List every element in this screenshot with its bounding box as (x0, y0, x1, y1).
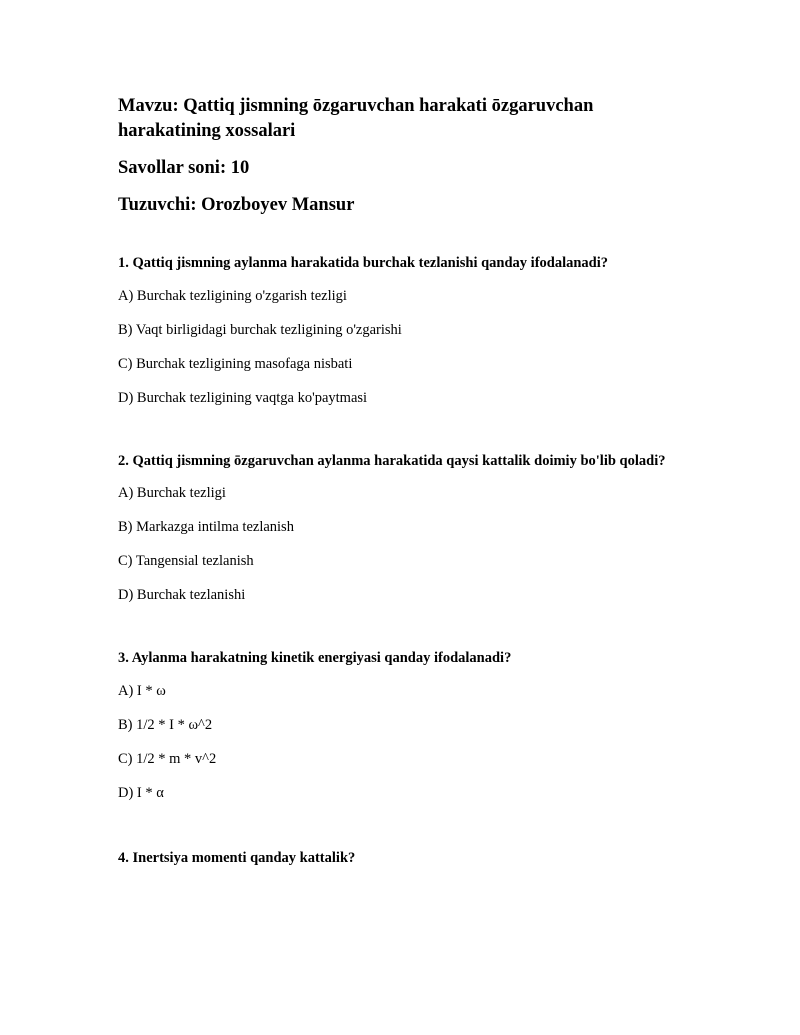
question-2-option-a: A) Burchak tezligi (118, 485, 226, 501)
question-3-option-b: B) 1/2 * I * ω^2 (118, 717, 213, 733)
question-3-option-d: D) I * α (118, 785, 164, 801)
question-2-option-b: B) Markazga intilma tezlanish (118, 519, 294, 535)
question-count: Savollar soni: 10 (118, 158, 250, 178)
question-3: 3. Aylanma harakatning kinetik energiyasi qanday ifodalanadi? (118, 650, 512, 666)
document-title: Mavzu: Qattiq jismning ōzgaruvchan harakati ōzgaruvchan harakatining xossalari (118, 96, 594, 141)
question-2-option-d: D) Burchak tezlanishi (118, 587, 246, 603)
question-4: 4. Inertsiya momenti qanday kattalik? (118, 850, 356, 866)
question-2: 2. Qattiq jismning ōzgaruvchan aylanma harakatida qaysi kattalik doimiy bo'lib qoladi? (118, 453, 666, 469)
question-1-option-b: B) Vaqt birligidagi burchak tezligining o'zgarishi (118, 322, 402, 338)
question-1-option-c: C) Burchak tezligining masofaga nisbati (118, 356, 353, 372)
document-page (118, 94, 678, 869)
question-1-option-d: D) Burchak tezligining vaqtga ko'paytmasi (118, 390, 368, 406)
question-3-option-a: A) I * ω (118, 683, 166, 699)
question-1-option-a: A) Burchak tezligining o'zgarish tezligi (118, 288, 347, 304)
question-1: 1. Qattiq jismning aylanma harakatida burchak tezlanishi qanday ifodalanadi? (118, 255, 609, 271)
author-line: Tuzuvchi: Orozboyev Mansur (118, 195, 355, 215)
question-2-option-c: C) Tangensial tezlanish (118, 553, 254, 569)
question-3-option-c: C) 1/2 * m * v^2 (118, 751, 217, 767)
